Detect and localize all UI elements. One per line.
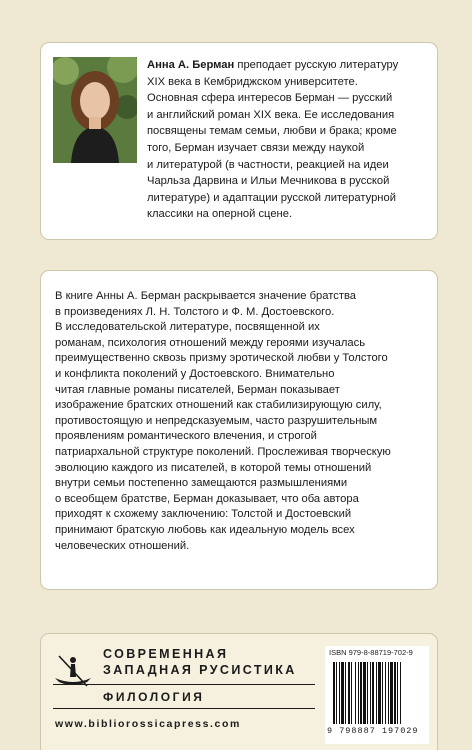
barcode-bar [358,662,359,724]
barcode-bar [385,662,386,724]
barcode-bar [378,662,381,724]
barcode-bar [388,662,389,724]
barcode-bar [376,662,377,724]
publisher-url: www.bibliorossicapress.com [55,718,241,730]
book-annotation: В книге Анны А. Берман раскрывается значение братства в произведениях Л. Н. Толстого и Ф. М. Достоевского. В исследовательской литературе, посвященной их романам, психология отношений между героями изучалась преимущественно сквозь призму эротической любви у Толстого и конфликта поколений у Достоевского. Внимательно читая главные романы писателей, Берман показывает изображение братских отношений как стабилизирующую силу, противостоящую и непредсказуемым, часто разрушительным проявлениям романтического влечения, и строгой патриархальной структуре поколений. Прослеживая творческую эволюцию каждого из писателей, в которой темы отношений внутри семьи постепенно замещаются размышлениями о всеобщем братстве, Берман доказывает, что оба автора приходят к схожему заключению: Толстой и Достоевский принимают братскую любовь как идеальную модель всех человеческих отношений. [55,290,391,552]
barcode-bar [397,662,398,724]
barcode-bar [339,662,340,724]
barcode-bar [345,662,346,724]
author-bio: Анна А. Берман преподает русскую литературу XIX века в Кембриджском университете. Основная сфера интересов Берман — русский и английский роман XIX века. Ее исследования посвящены темам семьи, любви и брака; кроме того, Берман изучает связи между наукой и литературой (в частности, реакцией на идеи Чарльза Дарвина и Ильи Мечникова в русской литературе) и адаптации русской литературной классики на оперной сцене. [147,59,399,221]
barcode-bar [348,662,350,724]
barcode-bar [394,662,396,724]
series-title: СОВРЕМЕННАЯ ЗАПАДНАЯ РУСИСТИКА [103,647,297,677]
barcode-bar [372,662,374,724]
barcode-bar [363,662,366,724]
barcode [325,646,429,744]
subject-label: ФИЛОЛОГИЯ [103,690,205,704]
divider [53,708,315,709]
barcode-bar [336,662,337,724]
isbn-label: ISBN 979-8-88719-702-9 [329,648,413,657]
author-name: Анна А. Берман [147,59,235,71]
barcode-bar [355,662,356,724]
barcode-bars [333,662,423,724]
series-panel [40,633,438,750]
barcode-bar [370,662,371,724]
barcode-bar [390,662,393,724]
barcode-bar [400,662,401,724]
author-card [40,42,438,240]
barcode-bar [382,662,383,724]
author-photo [53,57,137,163]
barcode-digits: 9 798887 197029 [327,726,419,736]
barcode-bar [351,662,352,724]
annotation-card [40,270,438,590]
divider [53,684,315,685]
barcode-bar [367,662,368,724]
barcode-bar [360,662,362,724]
barcode-bar [341,662,344,724]
barcode-bar [333,662,335,724]
